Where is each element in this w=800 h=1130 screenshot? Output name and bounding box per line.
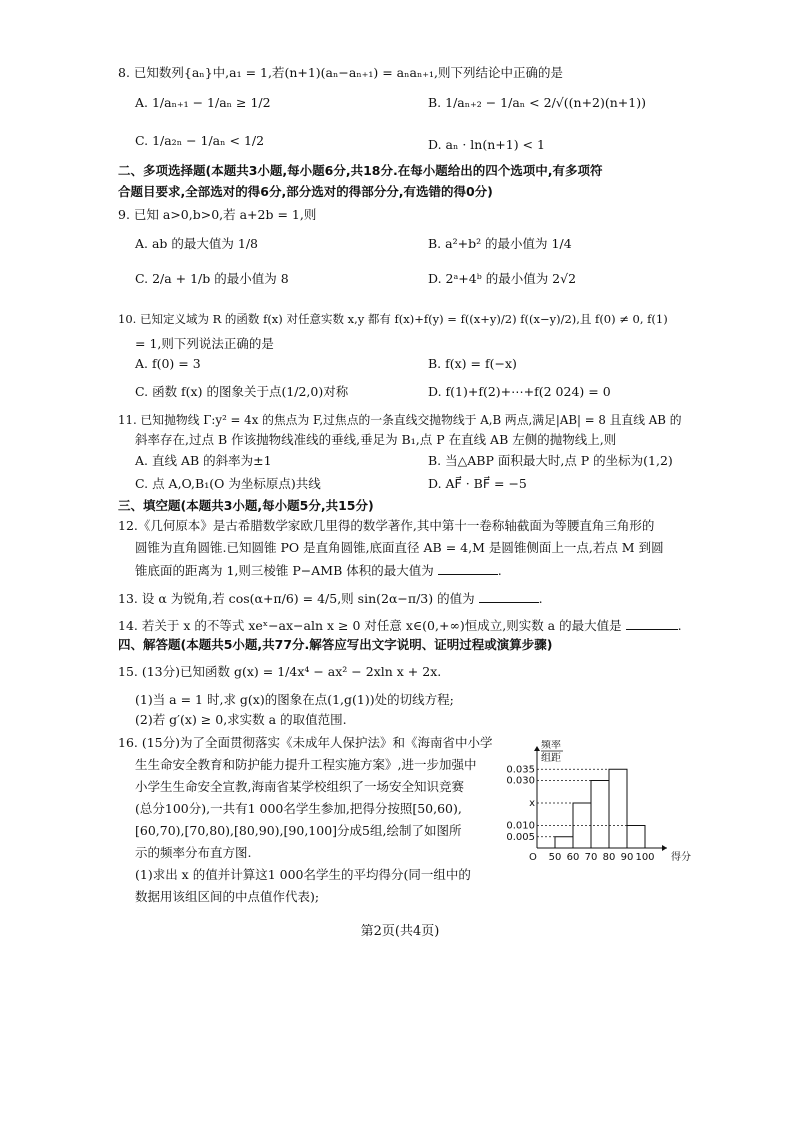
histogram-bar xyxy=(627,826,645,849)
q8-option-b: B. 1/aₙ₊₂ − 1/aₙ < 2/√((n+2)(n+1)) xyxy=(428,95,646,110)
section4-header: 四、解答题(本题共5小题,共77分.解答应写出文字说明、证明过程或演算步骤) xyxy=(118,637,553,652)
q9-option-a: A. ab 的最大值为 1/8 xyxy=(135,236,258,251)
q16-line5: [60,70),[70,80),[80,90),[90,100]分成5组,绘制了如图所 xyxy=(135,823,462,838)
histogram-bar xyxy=(555,837,573,848)
x-axis-label: 得分 xyxy=(671,852,691,863)
q16-line3: 小学生生命安全宣教,海南省某学校组织了一场安全知识竞赛 xyxy=(135,779,464,794)
q8-stem: 8. 已知数列{aₙ}中,a₁ = 1,若(n+1)(aₙ−aₙ₊₁) = aₙaₙ₊₁,则下列结论中正确的是 xyxy=(118,65,563,80)
q10-option-b: B. f(x) = f(−x) xyxy=(428,356,517,371)
q11-option-a: A. 直线 AB 的斜率为±1 xyxy=(135,453,272,468)
y-tick-label: 0.030 xyxy=(506,775,535,787)
y-tick-label: 0.010 xyxy=(506,820,535,832)
x-axis-arrow xyxy=(662,845,667,851)
section2-header-line2: 合题目要求,全部选对的得6分,部分选对的得部分分,有选错的得0分) xyxy=(118,184,493,199)
section2-header-line1: 二、多项选择题(本题共3小题,每小题6分,共18分.在每小题给出的四个选项中,有多项符 xyxy=(118,163,603,178)
q13-answer-blank[interactable] xyxy=(479,590,539,603)
q11-option-d: D. AF⃗ · BF⃗ = −5 xyxy=(428,476,527,491)
section3-header: 三、填空题(本题共3小题,每小题5分,共15分) xyxy=(118,498,374,513)
x-tick-label: 60 xyxy=(566,852,580,863)
q13-stem: 13. 设 α 为锐角,若 cos(α+π/6) = 4/5,则 sin(2α−π/3) 的值为 xyxy=(118,591,475,606)
q16-line8: 数据用该组区间的中点值作代表); xyxy=(135,889,320,904)
origin-label: O xyxy=(529,852,537,863)
q9-option-d: D. 2ᵃ+4ᵇ 的最小值为 2√2 xyxy=(428,271,577,286)
y-tick-label: 0.005 xyxy=(506,831,535,843)
q12-line3: 锥底面的距离为 1,则三棱锥 P−AMB 体积的最大值为 . xyxy=(135,563,502,578)
q12-answer-blank[interactable] xyxy=(438,562,498,575)
q10-line2: = 1,则下列说法正确的是 xyxy=(135,336,274,351)
q14-stem: 14. 若关于 x 的不等式 xeˣ−ax−aln x ≥ 0 对任意 x∈(0,+∞)恒成立,则实数 a 的最大值是 xyxy=(118,618,622,633)
x-tick-label: 70 xyxy=(584,852,598,863)
q10-option-d: D. f(1)+f(2)+⋯+f(2 024) = 0 xyxy=(428,384,611,399)
q15-line1: 15. (13分)已知函数 g(x) = 1/4x⁴ − ax² − 2xln x + 2x. xyxy=(118,664,442,679)
q8-option-c: C. 1/a₂ₙ − 1/aₙ < 1/2 xyxy=(135,133,265,148)
x-tick-label: 50 xyxy=(548,852,562,863)
q10-option-a: A. f(0) = 3 xyxy=(135,356,201,371)
y-axis-arrow xyxy=(534,746,540,751)
q9-stem: 9. 已知 a>0,b>0,若 a+2b = 1,则 xyxy=(118,207,317,222)
q16-line1: 16. (15分)为了全面贯彻落实《未成年人保护法》和《海南省中小学 xyxy=(118,735,493,750)
x-tick-label: 80 xyxy=(602,852,616,863)
q16-line7: (1)求出 x 的值并计算这1 000名学生的平均得分(同一组中的 xyxy=(135,867,471,882)
x-tick-label: 100 xyxy=(635,852,655,863)
q16-line4: (总分100分),一共有1 000名学生参加,把得分按照[50,60), xyxy=(135,801,462,816)
q16-line6: 示的频率分布直方图. xyxy=(135,845,252,860)
q10-line1: 10. 已知定义域为 R 的函数 f(x) 对任意实数 x,y 都有 f(x)+f(y) = f((x+y)/2) f((x−y)/2),且 f(0) ≠ 0, f(1) xyxy=(118,312,668,326)
q8-option-a: A. 1/aₙ₊₁ − 1/aₙ ≥ 1/2 xyxy=(135,95,271,110)
y-axis-label-top: 频率 xyxy=(541,740,561,751)
q16-line2: 生生命安全教育和防护能力提升工程实施方案》,进一步加强中 xyxy=(135,757,477,772)
q9-option-b: B. a²+b² 的最小值为 1/4 xyxy=(428,236,572,251)
y-tick-label: x xyxy=(529,798,535,809)
q11-line1: 11. 已知抛物线 Γ:y² = 4x 的焦点为 F,过焦点的一条直线交抛物线于 A,B 两点,满足|AB| = 8 且直线 AB 的 xyxy=(118,413,682,427)
q10-option-c: C. 函数 f(x) 的图象关于点(1/2,0)对称 xyxy=(135,384,349,399)
q15-line2: (1)当 a = 1 时,求 g(x)的图象在点(1,g(1))处的切线方程; xyxy=(135,692,454,707)
histogram-bar xyxy=(609,769,627,848)
histogram-bar xyxy=(591,781,609,849)
q14-text: 14. 若关于 x 的不等式 xeˣ−ax−aln x ≥ 0 对任意 x∈(0,+∞)恒成立,则实数 a 的最大值是 . xyxy=(118,618,682,633)
x-tick-label: 90 xyxy=(620,852,634,863)
q8-option-d: D. aₙ · ln(n+1) < 1 xyxy=(428,137,545,152)
y-axis-label-bottom: 组距 xyxy=(541,753,561,764)
q11-option-b: B. 当△ABP 面积最大时,点 P 的坐标为(1,2) xyxy=(428,453,673,468)
q14-answer-blank[interactable] xyxy=(626,617,678,630)
frequency-histogram xyxy=(505,740,695,870)
q11-line2: 斜率存在,过点 B 作该抛物线准线的垂线,垂足为 B₁,点 P 在直线 AB 左侧的抛物线上,则 xyxy=(135,432,617,447)
q9-option-c: C. 2/a + 1/b 的最小值为 8 xyxy=(135,271,289,286)
q15-line3: (2)若 g′(x) ≥ 0,求实数 a 的取值范围. xyxy=(135,712,347,727)
q12-line2: 圆锥为直角圆锥.已知圆锥 PO 是直角圆锥,底面直径 AB = 4,M 是圆锥侧面上一点,若点 M 到圆 xyxy=(135,540,664,555)
q12-line3-text: 锥底面的距离为 1,则三棱锥 P−AMB 体积的最大值为 xyxy=(135,563,434,578)
y-tick-label: 0.035 xyxy=(506,764,535,776)
q11-option-c: C. 点 A,O,B₁(O 为坐标原点)共线 xyxy=(135,476,321,491)
page-footer: 第2页(共4页) xyxy=(360,924,440,939)
q13-text: 13. 设 α 为锐角,若 cos(α+π/6) = 4/5,则 sin(2α−π/3) 的值为 . xyxy=(118,591,543,606)
q12-line1: 12.《几何原本》是古希腊数学家欧几里得的数学著作,其中第十一卷称轴截面为等腰直角三角形的 xyxy=(118,518,655,533)
